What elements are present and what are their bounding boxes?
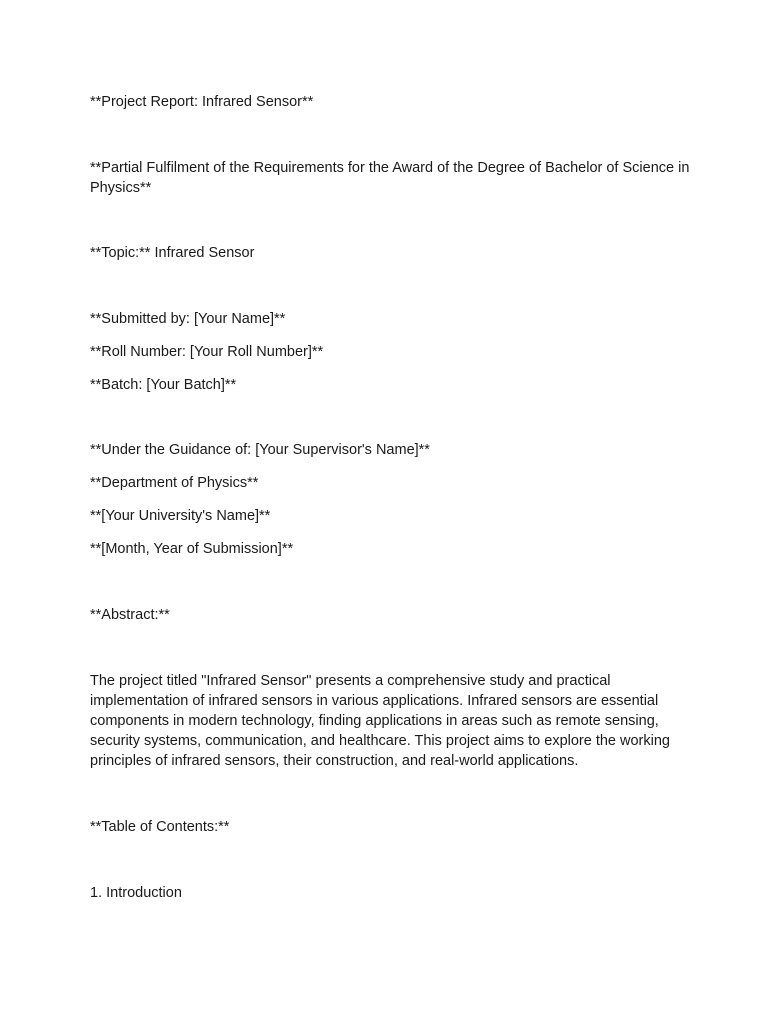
topic-line: **Topic:** Infrared Sensor xyxy=(90,245,255,261)
submitted-by-line: **Submitted by: [Your Name]** xyxy=(90,311,286,327)
abstract-line: components in modern technology, finding applications in areas such as remote sensing, xyxy=(90,713,659,729)
toc-heading: **Table of Contents:** xyxy=(90,819,230,835)
abstract-paragraph xyxy=(90,671,680,771)
roll-number-line: **Roll Number: [Your Roll Number]** xyxy=(90,344,324,360)
abstract-line: implementation of infrared sensors in various applications. Infrared sensors are essential xyxy=(90,693,659,709)
fulfilment-line-1: **Partial Fulfilment of the Requirements for the Award of the Degree of Bachelor of Science in xyxy=(90,160,690,176)
department-line: **Department of Physics** xyxy=(90,475,259,491)
abstract-heading: **Abstract:** xyxy=(90,607,170,623)
abstract-line: The project titled "Infrared Sensor" presents a comprehensive study and practical xyxy=(90,673,611,689)
guidance-line: **Under the Guidance of: [Your Supervisor's Name]** xyxy=(90,442,430,458)
abstract-line: principles of infrared sensors, their construction, and real-world applications. xyxy=(90,753,579,769)
abstract-line: security systems, communication, and healthcare. This project aims to explore the working xyxy=(90,733,670,749)
toc-item-introduction: 1. Introduction xyxy=(90,885,182,901)
batch-line: **Batch: [Your Batch]** xyxy=(90,377,237,393)
university-line: **[Your University's Name]** xyxy=(90,508,271,524)
submission-date-line: **[Month, Year of Submission]** xyxy=(90,541,294,557)
report-title: **Project Report: Infrared Sensor** xyxy=(90,94,314,110)
fulfilment-line-2: Physics** xyxy=(90,180,152,196)
